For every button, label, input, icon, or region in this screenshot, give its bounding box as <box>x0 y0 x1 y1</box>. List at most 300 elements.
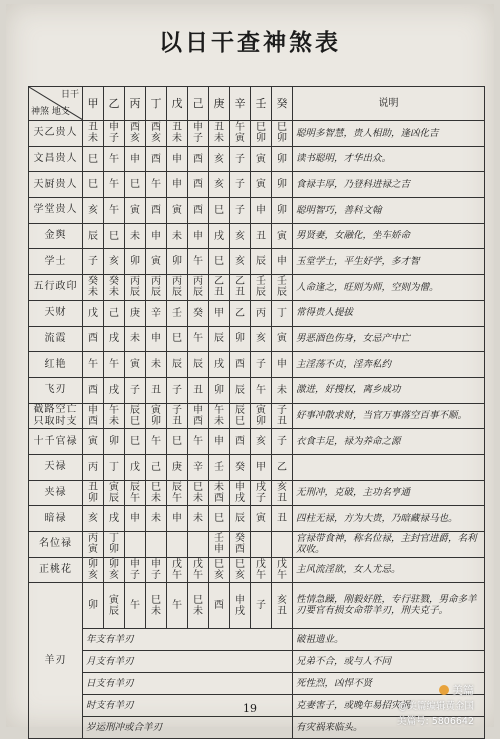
row-cell <box>230 121 251 147</box>
table-row <box>29 121 485 147</box>
branch-char: 亥 <box>151 133 161 145</box>
branch-char: 未 <box>88 133 98 145</box>
row-name: 天乙贵人 <box>29 121 83 147</box>
header-gan: 乙 <box>104 87 125 121</box>
row-cell <box>167 275 188 301</box>
row-cell: 丑 <box>272 506 293 532</box>
row-cell: 戌 <box>209 223 230 249</box>
row-cell <box>251 403 272 429</box>
branch-char: 午 <box>172 492 182 504</box>
row-cell: 巳 <box>104 223 125 249</box>
row-cell: 午 <box>83 352 104 378</box>
row-cell <box>272 557 293 583</box>
row-cell: 子 <box>272 429 293 455</box>
branch-char: 卯 <box>88 492 98 504</box>
row-cell: 卯 <box>272 172 293 198</box>
row-cell: 午 <box>104 146 125 172</box>
row-cell: 戊 <box>83 300 104 326</box>
row-cell: 癸 <box>188 300 209 326</box>
table-row <box>29 172 485 198</box>
row-cell: 亥 <box>83 506 104 532</box>
branch-char: 巳 <box>130 415 140 427</box>
header-gan: 辛 <box>230 87 251 121</box>
row-cell: 未 <box>146 506 167 532</box>
yangren-cell: 午 <box>125 583 146 629</box>
branch-char: 午 <box>214 404 224 416</box>
row-cell: 辰 <box>230 506 251 532</box>
branch-char: 酉 <box>235 544 245 556</box>
branch-char: 丁 <box>109 533 119 545</box>
branch-char: 未 <box>214 481 224 493</box>
branch-char: 卯 <box>88 559 98 571</box>
row-cell: 寅 <box>146 249 167 275</box>
row-cell: 巳 <box>209 198 230 224</box>
branch-char: 癸 <box>109 276 119 288</box>
row-cell: 子 <box>125 377 146 403</box>
table-row <box>29 532 485 558</box>
row-cell: 午 <box>188 326 209 352</box>
row-cell <box>104 480 125 506</box>
branch-char: 巳 <box>214 559 224 571</box>
branch-char: 丙 <box>193 276 203 288</box>
row-cell <box>230 532 251 558</box>
row-cell <box>167 121 188 147</box>
branch-char: 亥 <box>235 570 245 582</box>
row-cell <box>272 275 293 301</box>
row-cell: 卯 <box>272 146 293 172</box>
row-cell: 戊 <box>125 454 146 480</box>
branch-char: 午 <box>277 570 287 582</box>
branch-char: 酉 <box>130 122 140 134</box>
row-name: 文昌贵人 <box>29 146 83 172</box>
row-cell: 己 <box>104 300 125 326</box>
row-note: 男恶酒色伤身，女忌产中亡 <box>293 326 485 352</box>
branch-char: 丙 <box>130 276 140 288</box>
table-row <box>29 454 485 480</box>
row-cell: 巳 <box>209 249 230 275</box>
branch-char: 辰 <box>172 287 182 299</box>
page-title: 以日干查神煞表 <box>159 29 341 56</box>
row-cell <box>188 403 209 429</box>
row-cell <box>83 557 104 583</box>
row-cell: 申 <box>167 506 188 532</box>
table-row <box>29 557 485 583</box>
branch-char: 巳 <box>193 481 203 493</box>
row-cell: 辛 <box>188 454 209 480</box>
row-note: 主风流淫欲，女人尤忌。 <box>293 557 485 583</box>
row-cell: 辰 <box>167 352 188 378</box>
row-cell <box>209 403 230 429</box>
row-cell: 丑 <box>251 223 272 249</box>
branch-char: 卯 <box>109 559 119 571</box>
row-cell: 酉 <box>230 352 251 378</box>
row-name: 金舆 <box>29 223 83 249</box>
branch-char: 未 <box>172 133 182 145</box>
branch-char: 辰 <box>193 287 203 299</box>
branch-char: 巳 <box>151 481 161 493</box>
branch-char: 戌 <box>235 492 245 504</box>
row-cell: 午 <box>146 172 167 198</box>
row-name: 五行政印 <box>29 275 83 301</box>
row-cell: 庚 <box>167 454 188 480</box>
row-cell: 申 <box>167 146 188 172</box>
row-name: 十千官禄 <box>29 429 83 455</box>
row-name: 名位禄 <box>29 532 83 558</box>
branch-char: 乙 <box>235 276 245 288</box>
branch-char: 子 <box>130 570 140 582</box>
branch-char: 辰 <box>172 481 182 493</box>
header-gan: 丁 <box>146 87 167 121</box>
branch-char: 卯 <box>151 415 161 427</box>
branch-char: 寅 <box>88 544 98 556</box>
table-row <box>29 506 485 532</box>
row-cell: 甲 <box>251 454 272 480</box>
branch-char: 亥 <box>277 481 287 493</box>
row-cell <box>167 403 188 429</box>
row-cell: 辛 <box>146 300 167 326</box>
row-cell: 午 <box>146 429 167 455</box>
branch-char: 未 <box>151 492 161 504</box>
yangren-sub-row <box>29 629 485 651</box>
branch-char: 戊 <box>277 559 287 571</box>
watermark-id: 美篇号: 5806642 <box>396 716 474 727</box>
row-cell: 壬 <box>209 454 230 480</box>
row-cell <box>230 480 251 506</box>
branch-char: 寅 <box>256 404 266 416</box>
row-note: 无刑冲，克破，主功名亨通 <box>293 480 485 506</box>
row-note <box>293 454 485 480</box>
row-cell <box>125 532 146 558</box>
branch-char: 丑 <box>172 415 182 427</box>
row-cell: 亥 <box>230 249 251 275</box>
branch-char: 丑 <box>214 122 224 134</box>
row-cell <box>188 275 209 301</box>
row-cell <box>83 275 104 301</box>
row-cell <box>146 121 167 147</box>
branch-char: 酉 <box>88 415 98 427</box>
yangren-cell <box>272 583 293 629</box>
row-note: 聪明多智慧，贵人相助，逢凶化吉 <box>293 121 485 147</box>
row-cell <box>167 532 188 558</box>
row-cell: 寅 <box>251 172 272 198</box>
yangren-sub-label: 年支有羊刃 <box>83 629 293 651</box>
row-cell <box>83 532 104 558</box>
row-cell <box>188 557 209 583</box>
book-page <box>6 4 494 733</box>
row-cell: 卯 <box>104 429 125 455</box>
branch-char: 申 <box>130 559 140 571</box>
row-cell: 申 <box>209 429 230 455</box>
row-name: 学士 <box>29 249 83 275</box>
row-cell <box>125 480 146 506</box>
row-cell <box>272 121 293 147</box>
row-cell <box>251 532 272 558</box>
row-name: 红艳 <box>29 352 83 378</box>
row-cell: 寅 <box>272 326 293 352</box>
yangren-sub-note: 有灾祸来临头。 <box>293 717 485 739</box>
branch-char: 寅 <box>151 404 161 416</box>
row-cell: 巳 <box>167 429 188 455</box>
branch-char: 巳 <box>235 415 245 427</box>
row-cell: 未 <box>125 326 146 352</box>
row-cell: 午 <box>188 249 209 275</box>
row-cell: 丙 <box>83 454 104 480</box>
branch-char: 丙 <box>88 533 98 545</box>
row-cell: 酉 <box>83 326 104 352</box>
branch-char: 卯 <box>109 544 119 556</box>
row-note: 四柱无禄，方为大贵，乃暗藏禄马也。 <box>293 506 485 532</box>
row-cell: 酉 <box>146 146 167 172</box>
branch-char: 未 <box>193 605 203 617</box>
header-gan: 己 <box>188 87 209 121</box>
branch-char: 壬 <box>277 276 287 288</box>
yangren-name: 羊刃 <box>29 583 83 739</box>
row-cell <box>209 480 230 506</box>
row-cell: 午 <box>104 172 125 198</box>
watermark-author: @美篇编辑黄金国 <box>397 701 474 712</box>
row-cell: 卯 <box>230 326 251 352</box>
row-cell: 午 <box>251 377 272 403</box>
row-note: 激进，好搜权，离乡成功 <box>293 377 485 403</box>
row-cell: 卯 <box>125 249 146 275</box>
branch-char: 壬 <box>256 276 266 288</box>
row-cell: 癸 <box>230 454 251 480</box>
row-name: 天禄 <box>29 454 83 480</box>
row-cell: 未 <box>188 506 209 532</box>
yangren-sub-label: 时支有羊刃 <box>83 695 293 717</box>
row-cell: 午 <box>104 198 125 224</box>
row-cell <box>251 557 272 583</box>
row-cell: 申 <box>251 198 272 224</box>
table-row <box>29 275 485 301</box>
branch-char: 亥 <box>130 133 140 145</box>
row-cell: 寅 <box>125 352 146 378</box>
branch-char: 丑 <box>88 122 98 134</box>
branch-char: 午 <box>172 570 182 582</box>
branch-char: 午 <box>235 122 245 134</box>
table-row <box>29 223 485 249</box>
branch-char: 子 <box>256 492 266 504</box>
branch-char: 子 <box>277 404 287 416</box>
row-cell <box>188 121 209 147</box>
yangren-cell <box>104 583 125 629</box>
row-cell: 寅 <box>251 146 272 172</box>
row-cell: 申 <box>146 223 167 249</box>
row-cell: 酉 <box>230 429 251 455</box>
row-cell: 寅 <box>167 198 188 224</box>
branch-char: 壬 <box>214 533 224 545</box>
row-cell: 辰 <box>209 326 230 352</box>
row-cell: 未 <box>167 223 188 249</box>
row-note: 衣食丰足，禄为养命之源 <box>293 429 485 455</box>
branch-char: 未 <box>109 287 119 299</box>
branch-char: 亥 <box>214 570 224 582</box>
row-cell: 辰 <box>230 377 251 403</box>
branch-char: 巳 <box>235 559 245 571</box>
yangren-sub-row <box>29 651 485 673</box>
row-cell: 寅 <box>125 198 146 224</box>
branch-char: 申 <box>88 404 98 416</box>
branch-char: 丑 <box>214 287 224 299</box>
row-cell <box>272 403 293 429</box>
yangren-cell <box>230 583 251 629</box>
row-cell <box>167 557 188 583</box>
row-cell <box>230 403 251 429</box>
row-note: 男贤妻，女融化，坐车娇命 <box>293 223 485 249</box>
branch-char: 丙 <box>151 276 161 288</box>
row-cell: 酉 <box>188 146 209 172</box>
branch-char: 寅 <box>235 133 245 145</box>
branch-char: 戌 <box>256 481 266 493</box>
page-number: 19 <box>243 702 257 715</box>
branch-char: 癸 <box>235 533 245 545</box>
branch-char: 子 <box>109 133 119 145</box>
yangren-sub-note: 克妻害子，或晚年易招灾祸 <box>293 695 485 717</box>
row-cell: 亥 <box>104 249 125 275</box>
branch-char: 丑 <box>88 481 98 493</box>
row-cell <box>83 403 104 429</box>
row-cell <box>188 480 209 506</box>
row-cell <box>146 403 167 429</box>
branch-char: 戊 <box>172 559 182 571</box>
yangren-cell: 酉 <box>209 583 230 629</box>
row-cell: 子 <box>251 352 272 378</box>
branch-char: 午 <box>256 570 266 582</box>
row-cell: 亥 <box>230 223 251 249</box>
row-cell: 巳 <box>167 326 188 352</box>
row-note: 食禄丰厚，乃登科进禄之吉 <box>293 172 485 198</box>
branch-char: 卯 <box>256 415 266 427</box>
row-cell: 午 <box>188 429 209 455</box>
header-gan: 戊 <box>167 87 188 121</box>
row-cell: 辰 <box>251 249 272 275</box>
branch-char: 申 <box>193 404 203 416</box>
branch-char: 巳 <box>151 594 161 606</box>
row-cell <box>104 532 125 558</box>
row-cell <box>146 557 167 583</box>
row-cell: 子 <box>167 377 188 403</box>
table-row <box>29 249 485 275</box>
row-cell: 壬 <box>167 300 188 326</box>
yangren-cell: 卯 <box>83 583 104 629</box>
table-row <box>29 377 485 403</box>
row-cell <box>251 275 272 301</box>
branch-char: 丑 <box>277 605 287 617</box>
branch-char: 未 <box>193 492 203 504</box>
branch-char: 申 <box>151 559 161 571</box>
row-cell: 子 <box>230 146 251 172</box>
branch-char: 巳 <box>277 122 287 134</box>
branch-char: 寅 <box>109 481 119 493</box>
table-row <box>29 146 485 172</box>
row-cell: 亥 <box>251 429 272 455</box>
branch-char: 辰 <box>109 492 119 504</box>
row-cell <box>209 121 230 147</box>
row-cell: 酉 <box>188 172 209 198</box>
row-cell: 丙 <box>251 300 272 326</box>
yangren-sub-note: 兄弟不合，或与人不同 <box>293 651 485 673</box>
row-cell <box>125 121 146 147</box>
row-cell: 未 <box>272 377 293 403</box>
row-name: 天财 <box>29 300 83 326</box>
header-gan: 壬 <box>251 87 272 121</box>
row-name: 截路空亡只取时支 <box>29 403 83 429</box>
branch-char: 辰 <box>256 287 266 299</box>
branch-char: 辰 <box>130 481 140 493</box>
watermark-brand: 美篇 <box>439 682 474 698</box>
branch-char: 子 <box>172 404 182 416</box>
row-cell: 辰 <box>188 352 209 378</box>
table-row <box>29 352 485 378</box>
row-cell: 酉 <box>188 198 209 224</box>
row-cell: 丁 <box>104 454 125 480</box>
row-name: 流霞 <box>29 326 83 352</box>
row-name: 夹禄 <box>29 480 83 506</box>
table-row <box>29 429 485 455</box>
row-cell <box>83 121 104 147</box>
row-cell <box>146 275 167 301</box>
branch-char: 子 <box>193 133 203 145</box>
header-row <box>29 87 485 121</box>
row-cell: 巳 <box>209 506 230 532</box>
row-cell <box>104 275 125 301</box>
branch-char: 子 <box>151 570 161 582</box>
row-cell: 亥 <box>209 172 230 198</box>
header-gan: 甲 <box>83 87 104 121</box>
branch-char: 乙 <box>214 276 224 288</box>
branch-char: 未 <box>214 415 224 427</box>
branch-char: 申 <box>235 594 245 606</box>
row-cell: 丑 <box>188 377 209 403</box>
branch-char: 卯 <box>277 133 287 145</box>
row-cell <box>251 121 272 147</box>
branch-char: 辰 <box>235 404 245 416</box>
row-cell: 申 <box>188 223 209 249</box>
corner-cell <box>29 87 83 121</box>
row-cell: 戌 <box>209 352 230 378</box>
yangren-sub-row <box>29 673 485 695</box>
row-name: 飞刃 <box>29 377 83 403</box>
row-cell: 巳 <box>83 146 104 172</box>
branch-char: 丑 <box>172 122 182 134</box>
branch-char: 辰 <box>109 605 119 617</box>
row-cell: 申 <box>125 146 146 172</box>
meipian-logo-icon <box>439 685 449 695</box>
row-cell <box>272 480 293 506</box>
table-row <box>29 583 485 629</box>
row-cell: 子 <box>83 249 104 275</box>
yangren-sub-note: 破祖遗业。 <box>293 629 485 651</box>
row-cell: 戌 <box>104 506 125 532</box>
row-cell: 亥 <box>251 326 272 352</box>
row-cell: 申 <box>272 249 293 275</box>
table-row <box>29 480 485 506</box>
branch-char: 戌 <box>235 605 245 617</box>
row-name: 暗禄 <box>29 506 83 532</box>
branch-char: 戊 <box>256 559 266 571</box>
branch-char: 未 <box>88 287 98 299</box>
row-cell: 午 <box>104 352 125 378</box>
row-cell <box>104 403 125 429</box>
row-cell: 巳 <box>125 429 146 455</box>
table-row <box>29 300 485 326</box>
row-cell: 戌 <box>104 326 125 352</box>
row-cell: 巳 <box>83 172 104 198</box>
branch-char: 辰 <box>277 287 287 299</box>
row-cell <box>83 480 104 506</box>
yangren-note: 性情急躁，刚毅好胜，专行驻戮，男命多羊刃要官有损女命带羊刃，刑夫克子。 <box>293 583 485 629</box>
row-cell <box>209 557 230 583</box>
